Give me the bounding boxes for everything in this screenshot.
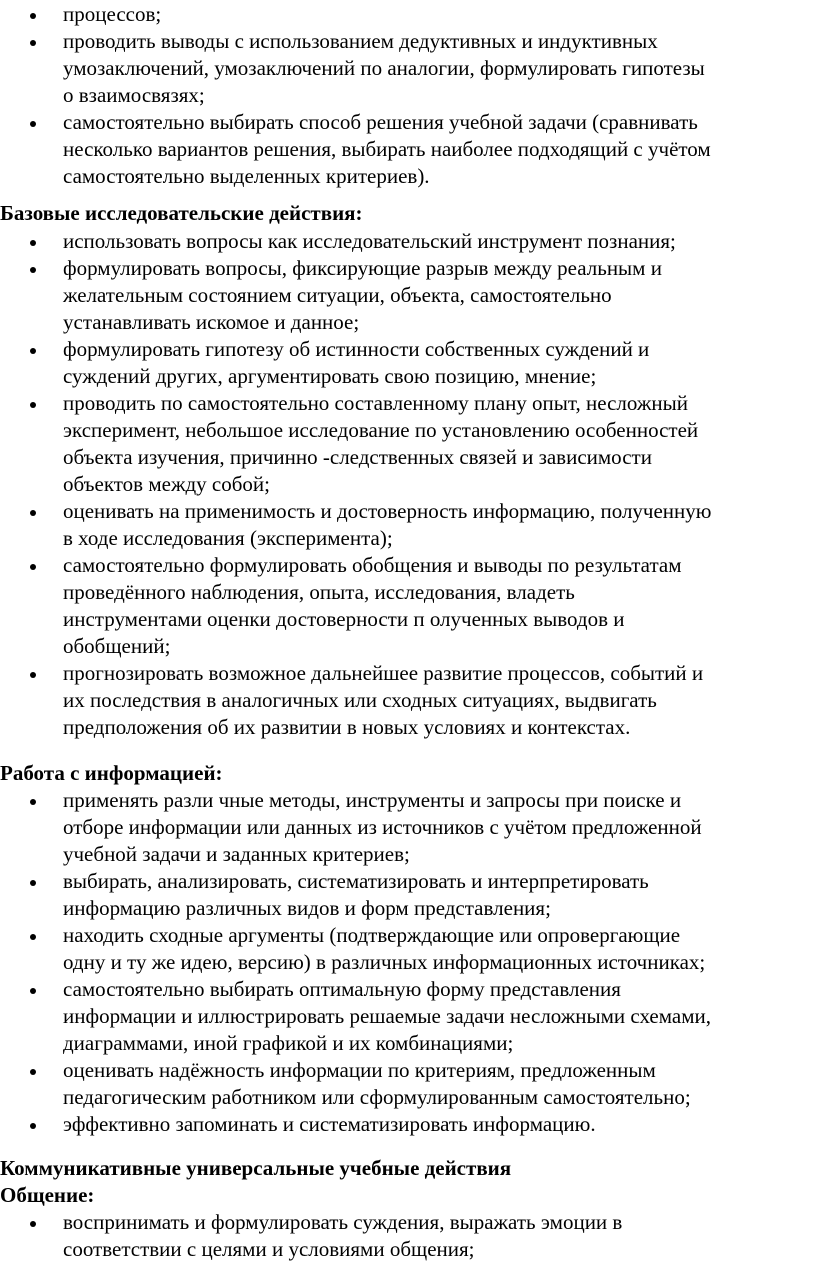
list-item (0, 552, 816, 660)
bullet-icon (30, 880, 36, 886)
list-item (0, 1111, 816, 1138)
list-item-text: самостоятельно формулировать обобщения и выводы по результатам проведённого наблюдения, опыта, исследования, владеть инструментами оценки достоверности п олученных выводов и обобщений; (63, 553, 682, 658)
list-item-text: процессов; (63, 2, 162, 26)
heading-work-with-information: Работа с информацией: (0, 761, 223, 785)
list-item (0, 336, 816, 390)
bullet-list-information (0, 787, 816, 1138)
list-item (0, 660, 816, 741)
bullet-icon (30, 672, 36, 678)
list-item (0, 498, 816, 552)
list-item-text: самостоятельно выбирать оптимальную форму представления информации и иллюстрировать решаемые задачи несложными схемами, диаграммами, иной графикой и их комбинациями; (63, 977, 711, 1055)
list-item (0, 255, 816, 336)
list-item-text: формулировать вопросы, фиксирующие разрыв между реальным и желательным состоянием ситуации, объекта, самостоятельно устанавливать искомое и данное; (63, 256, 662, 334)
list-item (0, 1209, 816, 1263)
list-item-text: эффективно запоминать и систематизировать информацию. (63, 1112, 596, 1136)
bullet-icon (30, 934, 36, 940)
heading-communicative-actions: Коммуникативные универсальные учебные действия (0, 1156, 512, 1180)
list-item (0, 976, 816, 1057)
list-item (0, 787, 816, 868)
bullet-icon (30, 799, 36, 805)
list-item-text: прогнозировать возможное дальнейшее развитие процессов, событий и их последствия в аналогичных или сходных ситуациях, выдвигать предположения об их развитии в новых условиях и контекстах. (63, 661, 704, 739)
bullet-list-communication (0, 1209, 816, 1263)
bullet-icon (30, 1221, 36, 1227)
list-item (0, 390, 816, 498)
bullet-icon (30, 348, 36, 354)
bullet-icon (30, 1069, 36, 1075)
list-item-text: самостоятельно выбирать способ решения учебной задачи (сравнивать несколько вариантов решения, выбирать наиболее подходящий с учётом самостоятельно выделенных критериев). (63, 110, 711, 188)
list-item-text: оценивать надёжность информации по критериям, предложенным педагогическим работником или сформулированным самостоятельно; (63, 1058, 691, 1109)
heading-research-actions: Базовые исследовательские действия: (0, 201, 363, 225)
heading-communication: Общение: (0, 1183, 95, 1207)
bullet-icon (30, 564, 36, 570)
bullet-icon (30, 988, 36, 994)
bullet-icon (30, 13, 36, 19)
list-item-text: находить сходные аргументы (подтверждающие или опровергающие одну и ту же идею, версию) в различных информационных источниках; (63, 923, 706, 974)
bullet-icon (30, 121, 36, 127)
list-item (0, 228, 816, 255)
list-item (0, 868, 816, 922)
bullet-icon (30, 510, 36, 516)
bullet-icon (30, 1123, 36, 1129)
bullet-icon (30, 40, 36, 46)
list-item-text: выбирать, анализировать, систематизировать и интерпретировать информацию различных видов и форм представления; (63, 869, 649, 920)
list-item (0, 1057, 816, 1111)
bullet-list-conclusions (0, 1, 816, 190)
bullet-list-research (0, 228, 816, 741)
bullet-icon (30, 267, 36, 273)
bullet-icon (30, 240, 36, 246)
list-item-text: воспринимать и формулировать суждения, выражать эмоции в соответствии с целями и условиями общения; (63, 1210, 623, 1261)
bullet-icon (30, 402, 36, 408)
list-item-text: проводить по самостоятельно составленному плану опыт, несложный эксперимент, небольшое исследование по установлению особенностей объекта изучения, причинно -следственных связей и зависимости объектов между собой; (63, 391, 699, 496)
list-item (0, 922, 816, 976)
list-item-text: применять разли чные методы, инструменты и запросы при поиске и отборе информации или данных из источников с учётом предложенной учебной задачи и заданных критериев; (63, 788, 702, 866)
list-item-text: формулировать гипотезу об истинности собственных суждений и суждений других, аргументировать свою позицию, мнение; (63, 337, 650, 388)
list-item (0, 28, 816, 109)
list-item-text: проводить выводы с использованием дедуктивных и индуктивных умозаключений, умозаключений по аналогии, формулировать гипотезы о взаимосвязях; (63, 29, 705, 107)
list-item (0, 1, 816, 28)
list-item-text: оценивать на применимость и достоверность информацию, полученную в ходе исследования (эксперимента); (63, 499, 712, 550)
list-item (0, 109, 816, 190)
list-item-text: использовать вопросы как исследовательский инструмент познания; (63, 229, 676, 253)
